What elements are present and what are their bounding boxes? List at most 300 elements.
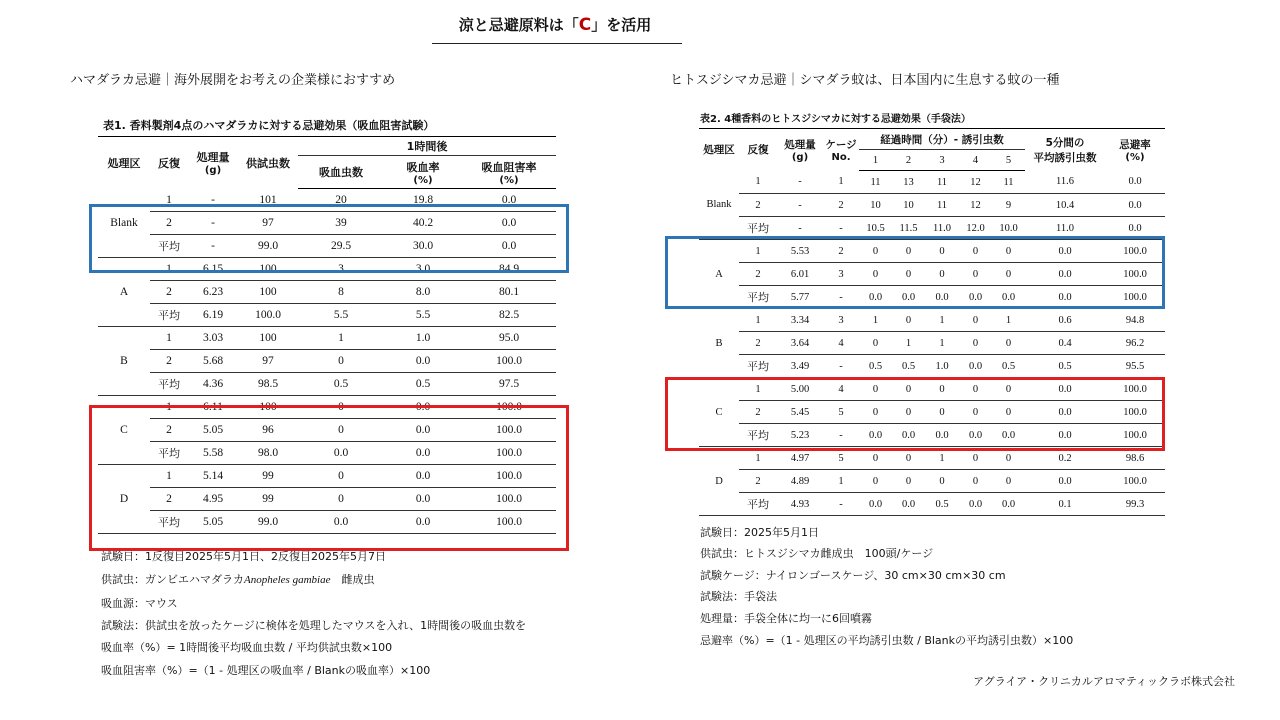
t1-note-method: 試験法：供試虫を放ったケージに検体を処理したマウスを入れ、1時間後の吸血虫数を bbox=[101, 619, 527, 632]
value-cell: 1 bbox=[925, 447, 959, 470]
table-row bbox=[699, 309, 1165, 332]
table-row bbox=[699, 493, 1165, 516]
value-cell: 0.6 bbox=[1025, 309, 1105, 332]
value-cell: 10.5 bbox=[859, 217, 892, 240]
title-underline bbox=[432, 43, 682, 44]
t2-header-treatment: 処理区 bbox=[703, 144, 735, 157]
group-label: Blank bbox=[699, 171, 739, 240]
value-cell: 0.5 bbox=[925, 493, 959, 516]
value-cell: 100.0 bbox=[462, 350, 556, 373]
value-cell: 0 bbox=[892, 263, 925, 286]
value-cell: 0 bbox=[992, 378, 1025, 401]
value-cell: 0 bbox=[992, 401, 1025, 424]
group-label: C bbox=[699, 378, 739, 447]
value-cell: - bbox=[777, 171, 823, 194]
value-cell: 0.0 bbox=[384, 488, 462, 511]
t1-header-amount: 処理量 (g) bbox=[196, 151, 230, 177]
value-cell: - bbox=[777, 217, 823, 240]
value-cell: 0.0 bbox=[298, 442, 384, 465]
value-cell: 99 bbox=[238, 488, 298, 511]
rep-cell: 平均 bbox=[739, 424, 777, 447]
value-cell: 4.93 bbox=[777, 493, 823, 516]
value-cell: 0.0 bbox=[959, 424, 992, 447]
t2-header-minute: 4 bbox=[959, 150, 992, 171]
table-row bbox=[98, 304, 556, 327]
t2-header-minute: 5 bbox=[992, 150, 1025, 171]
value-cell: - bbox=[823, 286, 859, 309]
value-cell: 6.01 bbox=[777, 263, 823, 286]
value-cell: 1 bbox=[925, 309, 959, 332]
t1-note-blood: 吸血源：マウス bbox=[101, 597, 178, 610]
value-cell: 99 bbox=[238, 465, 298, 488]
value-cell: 0.0 bbox=[384, 396, 462, 419]
rep-cell: 2 bbox=[739, 263, 777, 286]
table-row bbox=[699, 470, 1165, 493]
table2-caption: 表2. 4種香料のヒトスジシマカに対する忌避効果（手袋法） bbox=[700, 114, 971, 125]
value-cell: 98.6 bbox=[1105, 447, 1165, 470]
value-cell: 0.5 bbox=[1025, 355, 1105, 378]
value-cell: 3.0 bbox=[384, 258, 462, 281]
table-row bbox=[699, 355, 1165, 378]
t2-header-minute: 3 bbox=[925, 150, 959, 171]
value-cell: 0 bbox=[298, 465, 384, 488]
group-label: A bbox=[98, 258, 150, 327]
value-cell: 10.4 bbox=[1025, 194, 1105, 217]
value-cell: 0.0 bbox=[859, 424, 892, 447]
value-cell: 0 bbox=[959, 263, 992, 286]
rep-cell: 1 bbox=[739, 309, 777, 332]
rep-cell: 平均 bbox=[739, 355, 777, 378]
value-cell: 100.0 bbox=[462, 419, 556, 442]
value-cell: - bbox=[188, 189, 238, 212]
value-cell: 95.0 bbox=[462, 327, 556, 350]
value-cell: 0 bbox=[298, 488, 384, 511]
rep-cell: 2 bbox=[150, 488, 188, 511]
value-cell: 100.0 bbox=[1105, 401, 1165, 424]
value-cell: 3.64 bbox=[777, 332, 823, 355]
rep-cell: 2 bbox=[150, 419, 188, 442]
t1-note-formula2: 吸血阻害率（%）=（1 - 処理区の吸血率 / Blankの吸血率）×100 bbox=[101, 664, 431, 677]
value-cell: 0.0 bbox=[384, 465, 462, 488]
value-cell: 96.2 bbox=[1105, 332, 1165, 355]
rep-cell: 2 bbox=[739, 470, 777, 493]
t2-header-cage: ケージ No. bbox=[825, 138, 857, 163]
table-row bbox=[699, 332, 1165, 355]
value-cell: 0.0 bbox=[959, 493, 992, 516]
value-cell: 1 bbox=[823, 470, 859, 493]
value-cell: 0.0 bbox=[992, 286, 1025, 309]
value-cell: 0.0 bbox=[462, 235, 556, 258]
rep-cell: 平均 bbox=[150, 442, 188, 465]
t1-cd-highlight bbox=[89, 405, 569, 551]
value-cell: 40.2 bbox=[384, 212, 462, 235]
value-cell: 0 bbox=[892, 470, 925, 493]
value-cell: 0 bbox=[859, 470, 892, 493]
value-cell: 100.0 bbox=[462, 488, 556, 511]
value-cell: 0 bbox=[992, 240, 1025, 263]
t2-note-insect: 供試虫：ヒトスジシマカ雌成虫 100頭/ケージ bbox=[700, 547, 934, 560]
value-cell: 0 bbox=[859, 401, 892, 424]
value-cell: 0.0 bbox=[384, 419, 462, 442]
rep-cell: 1 bbox=[739, 378, 777, 401]
t1-blank-highlight bbox=[89, 204, 569, 273]
rep-cell: 平均 bbox=[150, 304, 188, 327]
value-cell: 0 bbox=[892, 309, 925, 332]
value-cell: 0 bbox=[859, 332, 892, 355]
value-cell: 96 bbox=[238, 419, 298, 442]
t2-note-formula: 忌避率（%）=（1 - 処理区の平均誘引虫数 / Blankの平均誘引虫数）×100 bbox=[700, 634, 1074, 647]
value-cell: 100.0 bbox=[1105, 240, 1165, 263]
value-cell: 82.5 bbox=[462, 304, 556, 327]
value-cell: 0.0 bbox=[1105, 217, 1165, 240]
value-cell: - bbox=[823, 424, 859, 447]
value-cell: 1 bbox=[925, 332, 959, 355]
value-cell: 11 bbox=[859, 171, 892, 194]
table-row bbox=[98, 350, 556, 373]
value-cell: 6.11 bbox=[188, 396, 238, 419]
value-cell: 5 bbox=[823, 447, 859, 470]
t2-note-date: 試験日：2025年5月1日 bbox=[700, 526, 819, 539]
value-cell: 10 bbox=[892, 194, 925, 217]
value-cell: 0.0 bbox=[892, 493, 925, 516]
value-cell: 8.0 bbox=[384, 281, 462, 304]
value-cell: 0.0 bbox=[384, 511, 462, 534]
rep-cell: 平均 bbox=[739, 217, 777, 240]
value-cell: 11.5 bbox=[892, 217, 925, 240]
rep-cell: 2 bbox=[150, 212, 188, 235]
table-row bbox=[98, 373, 556, 396]
value-cell: 99.0 bbox=[238, 511, 298, 534]
value-cell: - bbox=[823, 217, 859, 240]
rep-cell: 2 bbox=[150, 281, 188, 304]
value-cell: 3 bbox=[823, 263, 859, 286]
value-cell: 97 bbox=[238, 350, 298, 373]
title-accent: C bbox=[578, 15, 592, 35]
value-cell: 5 bbox=[823, 401, 859, 424]
value-cell: 1 bbox=[992, 309, 1025, 332]
rep-cell: 2 bbox=[150, 350, 188, 373]
rep-cell: 2 bbox=[739, 332, 777, 355]
value-cell: 97.5 bbox=[462, 373, 556, 396]
value-cell: 0.0 bbox=[959, 355, 992, 378]
value-cell: 5.45 bbox=[777, 401, 823, 424]
value-cell: 100.0 bbox=[462, 396, 556, 419]
value-cell: 100.0 bbox=[238, 304, 298, 327]
value-cell: 100 bbox=[238, 396, 298, 419]
value-cell: 3.34 bbox=[777, 309, 823, 332]
value-cell: 0.0 bbox=[992, 424, 1025, 447]
company-footer: アグライア・クリニカルアロマティックラボ株式会社 bbox=[973, 675, 1235, 688]
t2-a-highlight bbox=[665, 236, 1165, 309]
table-row bbox=[699, 194, 1165, 217]
rep-cell: 平均 bbox=[150, 373, 188, 396]
value-cell: 94.8 bbox=[1105, 309, 1165, 332]
value-cell: 0.0 bbox=[925, 424, 959, 447]
t1-header-inhibit: 吸血阻害率 (%) bbox=[462, 156, 556, 189]
value-cell: 0.4 bbox=[1025, 332, 1105, 355]
value-cell: 5.53 bbox=[777, 240, 823, 263]
rep-cell: 平均 bbox=[150, 235, 188, 258]
value-cell: 98.5 bbox=[238, 373, 298, 396]
value-cell: 0 bbox=[892, 401, 925, 424]
rep-cell: 平均 bbox=[739, 286, 777, 309]
table-row bbox=[98, 281, 556, 304]
value-cell: 100.0 bbox=[1105, 378, 1165, 401]
value-cell: 3 bbox=[298, 258, 384, 281]
value-cell: 11.0 bbox=[1025, 217, 1105, 240]
value-cell: 1 bbox=[298, 327, 384, 350]
t1-note-insect: 供試虫：ガンビエハマダラカAnopheles gambiae 雌成虫 bbox=[101, 573, 375, 586]
value-cell: 0.0 bbox=[892, 424, 925, 447]
value-cell: 4 bbox=[823, 378, 859, 401]
value-cell: 11.0 bbox=[925, 217, 959, 240]
value-cell: - bbox=[823, 355, 859, 378]
value-cell: 5.23 bbox=[777, 424, 823, 447]
value-cell: 0.5 bbox=[298, 373, 384, 396]
rep-cell: 2 bbox=[739, 401, 777, 424]
value-cell: 0.0 bbox=[1025, 424, 1105, 447]
value-cell: 0.5 bbox=[859, 355, 892, 378]
value-cell: 0 bbox=[925, 263, 959, 286]
rep-cell: 平均 bbox=[150, 511, 188, 534]
value-cell: 100 bbox=[238, 327, 298, 350]
value-cell: 95.5 bbox=[1105, 355, 1165, 378]
value-cell: 100 bbox=[238, 281, 298, 304]
value-cell: 0.0 bbox=[925, 286, 959, 309]
rep-cell: 平均 bbox=[739, 493, 777, 516]
value-cell: 0 bbox=[959, 332, 992, 355]
group-label: B bbox=[699, 309, 739, 378]
rep-cell: 1 bbox=[150, 465, 188, 488]
rep-cell: 2 bbox=[739, 194, 777, 217]
value-cell: 19.8 bbox=[384, 189, 462, 212]
value-cell: 0 bbox=[959, 240, 992, 263]
value-cell: 100.0 bbox=[462, 511, 556, 534]
value-cell: 0 bbox=[925, 378, 959, 401]
value-cell: 0.0 bbox=[1025, 263, 1105, 286]
page-title: 涼と忌避原料は「C」を活用 bbox=[458, 15, 652, 35]
value-cell: 0.0 bbox=[992, 493, 1025, 516]
t2-note-method: 試験法：手袋法 bbox=[700, 590, 777, 603]
value-cell: 0 bbox=[959, 401, 992, 424]
value-cell: 12 bbox=[959, 171, 992, 194]
value-cell: - bbox=[188, 235, 238, 258]
value-cell: 11 bbox=[925, 194, 959, 217]
value-cell: 0 bbox=[959, 378, 992, 401]
t2-header-elapsed: 経過時間（分）- 誘引虫数 bbox=[859, 129, 1025, 150]
value-cell: 0.0 bbox=[1025, 378, 1105, 401]
t2-header-avg5: 5分間の 平均誘引虫数 bbox=[1033, 136, 1097, 164]
value-cell: 4.36 bbox=[188, 373, 238, 396]
value-cell: 0 bbox=[925, 240, 959, 263]
value-cell: 5.05 bbox=[188, 419, 238, 442]
value-cell: 0.0 bbox=[1025, 240, 1105, 263]
value-cell: 0.0 bbox=[1025, 470, 1105, 493]
t1-header-after: 1時間後 bbox=[298, 137, 556, 156]
value-cell: 12.0 bbox=[959, 217, 992, 240]
value-cell: 8 bbox=[298, 281, 384, 304]
value-cell: 0.0 bbox=[462, 189, 556, 212]
group-label: B bbox=[98, 327, 150, 396]
value-cell: 0 bbox=[925, 401, 959, 424]
value-cell: 11 bbox=[925, 171, 959, 194]
value-cell: 10 bbox=[859, 194, 892, 217]
t2-header-minute: 2 bbox=[892, 150, 925, 171]
value-cell: 2 bbox=[823, 240, 859, 263]
value-cell: 29.5 bbox=[298, 235, 384, 258]
value-cell: 0.0 bbox=[1105, 171, 1165, 194]
value-cell: 5.14 bbox=[188, 465, 238, 488]
value-cell: 0.0 bbox=[384, 442, 462, 465]
t1-header-fed: 吸血虫数 bbox=[298, 156, 384, 189]
value-cell: 5.00 bbox=[777, 378, 823, 401]
value-cell: 0 bbox=[992, 263, 1025, 286]
value-cell: 0 bbox=[892, 378, 925, 401]
value-cell: 100.0 bbox=[1105, 470, 1165, 493]
table2 bbox=[699, 128, 1165, 516]
value-cell: 6.23 bbox=[188, 281, 238, 304]
value-cell: 2 bbox=[823, 194, 859, 217]
value-cell: 0 bbox=[992, 447, 1025, 470]
t2-header-minute: 1 bbox=[859, 150, 892, 171]
value-cell: 6.15 bbox=[188, 258, 238, 281]
value-cell: 4.95 bbox=[188, 488, 238, 511]
value-cell: 4.97 bbox=[777, 447, 823, 470]
value-cell: 0 bbox=[892, 447, 925, 470]
value-cell: 9 bbox=[992, 194, 1025, 217]
value-cell: 1 bbox=[823, 171, 859, 194]
value-cell: 6.19 bbox=[188, 304, 238, 327]
value-cell: 0.5 bbox=[892, 355, 925, 378]
right-section-heading: ヒトスジシマカ忌避｜シマダラ蚊は、日本国内に生息する蚊の一種 bbox=[670, 73, 1060, 88]
value-cell: 100.0 bbox=[462, 465, 556, 488]
value-cell: 0 bbox=[992, 332, 1025, 355]
value-cell: 0.0 bbox=[1025, 401, 1105, 424]
value-cell: 0 bbox=[959, 470, 992, 493]
value-cell: 1.0 bbox=[384, 327, 462, 350]
value-cell: 101 bbox=[238, 189, 298, 212]
value-cell: 0.0 bbox=[1105, 194, 1165, 217]
value-cell: 100.0 bbox=[1105, 424, 1165, 447]
t2-note-cage: 試験ケージ：ナイロンゴースケージ、30 cm×30 cm×30 cm bbox=[700, 569, 1006, 582]
rep-cell: 1 bbox=[739, 447, 777, 470]
value-cell: 3.49 bbox=[777, 355, 823, 378]
value-cell: 0 bbox=[959, 447, 992, 470]
value-cell: 0 bbox=[992, 470, 1025, 493]
value-cell: 3 bbox=[823, 309, 859, 332]
table-row bbox=[699, 171, 1165, 194]
group-label: D bbox=[699, 447, 739, 516]
value-cell: 11.6 bbox=[1025, 171, 1105, 194]
value-cell: 0 bbox=[859, 447, 892, 470]
value-cell: 1.0 bbox=[925, 355, 959, 378]
rep-cell: 1 bbox=[150, 327, 188, 350]
value-cell: 5.58 bbox=[188, 442, 238, 465]
group-label: C bbox=[98, 396, 150, 465]
value-cell: 3.03 bbox=[188, 327, 238, 350]
value-cell: 0.2 bbox=[1025, 447, 1105, 470]
value-cell: 100.0 bbox=[462, 442, 556, 465]
value-cell: 80.1 bbox=[462, 281, 556, 304]
value-cell: 0 bbox=[859, 378, 892, 401]
value-cell: 4.89 bbox=[777, 470, 823, 493]
t2-note-amount: 処理量：手袋全体に均一に6回噴霧 bbox=[700, 612, 872, 625]
value-cell: 5.05 bbox=[188, 511, 238, 534]
value-cell: 0.1 bbox=[1025, 493, 1105, 516]
value-cell: 4 bbox=[823, 332, 859, 355]
left-section-heading: ハマダラカ忌避｜海外展開をお考えの企業様におすすめ bbox=[70, 73, 396, 88]
value-cell: 0.5 bbox=[992, 355, 1025, 378]
value-cell: 0.5 bbox=[384, 373, 462, 396]
value-cell: 0 bbox=[859, 240, 892, 263]
t1-header-rep: 反復 bbox=[158, 156, 180, 170]
value-cell: 1 bbox=[892, 332, 925, 355]
value-cell: 100 bbox=[238, 258, 298, 281]
value-cell: 0 bbox=[925, 470, 959, 493]
value-cell: 98.0 bbox=[238, 442, 298, 465]
value-cell: 97 bbox=[238, 212, 298, 235]
value-cell: 100.0 bbox=[1105, 263, 1165, 286]
rep-cell: 1 bbox=[739, 171, 777, 194]
value-cell: 99.0 bbox=[238, 235, 298, 258]
t2-c-highlight bbox=[665, 377, 1165, 451]
t1-header-rate: 吸血率 (%) bbox=[384, 156, 462, 189]
t1-header-treatment: 処理区 bbox=[107, 156, 141, 170]
t2-header-rep: 反復 bbox=[747, 144, 769, 157]
table-row bbox=[98, 327, 556, 350]
value-cell: 0 bbox=[298, 396, 384, 419]
value-cell: 20 bbox=[298, 189, 384, 212]
value-cell: 5.5 bbox=[384, 304, 462, 327]
table1-caption: 表1. 香料製剤4点のハマダラカに対する忌避効果（吸血阻害試験） bbox=[103, 119, 435, 132]
rep-cell: 1 bbox=[150, 396, 188, 419]
value-cell: 0 bbox=[959, 309, 992, 332]
value-cell: 0 bbox=[298, 419, 384, 442]
value-cell: 0.0 bbox=[892, 286, 925, 309]
value-cell: 0 bbox=[892, 240, 925, 263]
value-cell: 99.3 bbox=[1105, 493, 1165, 516]
value-cell: 0.0 bbox=[1025, 286, 1105, 309]
value-cell: 0 bbox=[859, 263, 892, 286]
group-label: D bbox=[98, 465, 150, 534]
value-cell: 5.5 bbox=[298, 304, 384, 327]
group-label: A bbox=[699, 240, 739, 309]
value-cell: - bbox=[823, 493, 859, 516]
value-cell: 0.0 bbox=[384, 350, 462, 373]
value-cell: 10.0 bbox=[992, 217, 1025, 240]
value-cell: 100.0 bbox=[1105, 286, 1165, 309]
value-cell: 0.0 bbox=[859, 493, 892, 516]
value-cell: - bbox=[777, 194, 823, 217]
value-cell: 0.0 bbox=[298, 511, 384, 534]
value-cell: 0.0 bbox=[462, 212, 556, 235]
t2-header-amount: 処理量 (g) bbox=[784, 138, 816, 163]
value-cell: 0.0 bbox=[859, 286, 892, 309]
t1-note-date: 試験日：1反復目2025年5月1日、2反復目2025年5月7日 bbox=[101, 550, 386, 563]
value-cell: 1 bbox=[859, 309, 892, 332]
rep-cell: 1 bbox=[739, 240, 777, 263]
value-cell: 0 bbox=[298, 350, 384, 373]
value-cell: 30.0 bbox=[384, 235, 462, 258]
t1-note-formula1: 吸血率（%）= 1時間後平均吸血虫数 / 平均供試虫数×100 bbox=[101, 641, 393, 654]
rep-cell: 1 bbox=[150, 189, 188, 212]
value-cell: 39 bbox=[298, 212, 384, 235]
value-cell: 0.0 bbox=[959, 286, 992, 309]
t1-header-insects: 供試虫数 bbox=[246, 156, 290, 170]
group-label: Blank bbox=[98, 189, 150, 258]
t2-header-rate: 忌避率 (%) bbox=[1119, 138, 1151, 163]
rep-cell: 1 bbox=[150, 258, 188, 281]
